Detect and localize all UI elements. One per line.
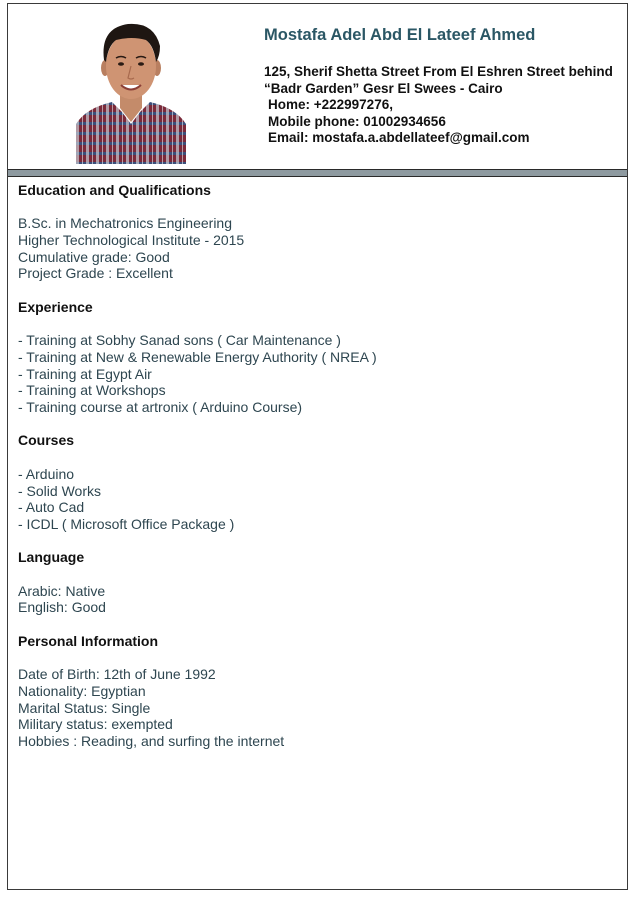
experience-item: - Training at Workshops — [18, 382, 166, 399]
course-item: - Arduino — [18, 465, 75, 482]
education-line: B.Sc. in Mechatronics Engineering — [18, 215, 232, 232]
personal-item: Nationality: Egyptian — [18, 682, 146, 699]
personal-item: Marital Status: Single — [18, 699, 151, 716]
contact-block — [264, 64, 613, 147]
language-item: English: Good — [18, 599, 106, 616]
personal-section — [18, 633, 377, 750]
personal-item: Military status: exempted — [18, 716, 173, 733]
mobile-phone: Mobile phone: 01002934656 — [268, 113, 446, 129]
section-title-experience: Experience — [18, 298, 93, 315]
experience-item: - Training at New & Renewable Energy Authority ( NREA ) — [18, 348, 377, 365]
email-address: Email: mostafa.a.abdellateef@gmail.com — [268, 130, 530, 145]
course-item: - Auto Cad — [18, 499, 85, 516]
resume-body — [18, 182, 377, 750]
personal-item: Hobbies : Reading, and surfing the internet — [18, 732, 285, 749]
section-title-courses: Courses — [18, 432, 75, 449]
experience-item: - Training course at artronix ( Arduino Course) — [18, 399, 303, 416]
language-item: Arabic: Native — [18, 582, 106, 599]
course-item: - Solid Works — [18, 482, 101, 499]
experience-section — [18, 299, 377, 433]
education-line: Cumulative grade: Good — [18, 248, 170, 265]
personal-item: Date of Birth: 12th of June 1992 — [18, 666, 216, 683]
course-item: - ICDL ( Microsoft Office Package ) — [18, 515, 235, 532]
courses-section — [18, 432, 377, 549]
education-line: Project Grade : Excellent — [18, 265, 173, 282]
section-title-language: Language — [18, 549, 85, 566]
profile-photo — [76, 12, 186, 164]
education-line: Higher Technological Institute - 2015 — [18, 232, 245, 249]
address-line-2: “Badr Garden” Gesr El Swees - Cairo — [264, 80, 503, 96]
home-phone: Home: +222997276, — [268, 97, 393, 112]
candidate-name: Mostafa Adel Abd El Lateef Ahmed — [264, 26, 536, 44]
education-section — [18, 182, 377, 299]
address-line-1: 125, Sherif Shetta Street From El Eshren Street behind — [264, 64, 613, 79]
resume-header — [8, 4, 627, 172]
experience-item: - Training at Sobhy Sanad sons ( Car Maintenance ) — [18, 332, 341, 349]
header-divider — [8, 169, 627, 177]
section-title-education: Education and Qualifications — [18, 182, 211, 198]
resume-page — [7, 3, 628, 890]
experience-item: - Training at Egypt Air — [18, 365, 152, 382]
language-section — [18, 549, 377, 632]
section-title-personal: Personal Information — [18, 632, 159, 649]
